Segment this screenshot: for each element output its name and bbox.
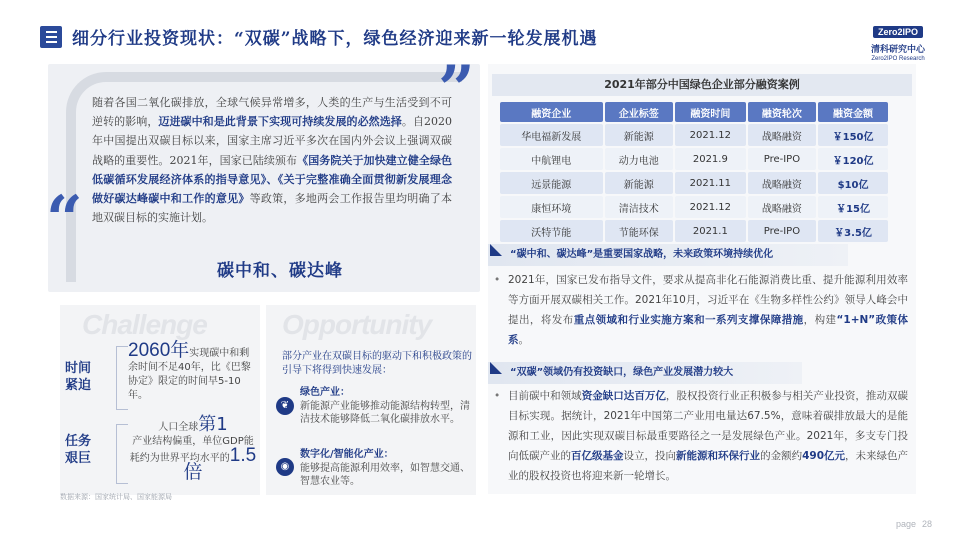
digital-industry-block: 数字化/智能化产业： 能够提高能源利用效率，如智慧交通、智慧农业等。 xyxy=(300,449,470,487)
table-row xyxy=(500,148,888,170)
intro-paragraph: 随着各国二氧化碳排放，全球气候异常增多，人类的生产与生活受到不可逆转的影响，迈进碳中和是此背景下实现可持续发展的必然选择。自2020年中国提出双碳目标以来，国家主席习近平多次在国内外会议上强调双碳战略的重要性。2021年，国家已陆续颁布《国务院关于加快建立健全绿色低碳循环发展经济体系的指导意见》、《关于完整准确全面贯彻新发展理念做好碳达峰碳中和工作的意见》等政策，多地两会工作报告里均明确了本地双碳目标的实施计划。 xyxy=(92,96,453,225)
table-cell-amount: ￥15亿 xyxy=(818,196,888,218)
table-cell-amount: $10亿 xyxy=(818,172,888,194)
chip-icon: ◉ xyxy=(276,458,294,476)
energy-multiple: 1.5倍 xyxy=(183,445,257,483)
table-header-row xyxy=(500,102,888,122)
challenge-time-text: 2060年实现碳中和剩余时间不足40年，比《巴黎协定》限定的时间早5-10年。 xyxy=(128,340,251,401)
col-header: 企业标签 xyxy=(605,102,673,122)
table-cell: 2021.12 xyxy=(675,196,746,218)
table-cell: 远景能源 xyxy=(500,172,603,194)
table-title: 2021年部分中国绿色企业部分融资案例 xyxy=(492,74,912,96)
logo-en-text: Zero2IPO Research xyxy=(871,56,925,62)
table-cell: 动力电池 xyxy=(605,148,673,170)
table-row xyxy=(500,124,888,146)
page-title: 细分行业投资现状：“双碳”战略下，绿色经济迎来新一轮发展机遇 xyxy=(72,29,598,49)
policy-names: 《国务院关于加快建立健全绿色低碳循环发展经济体系的指导意见》、《关于完整准确全面贯彻新发展理念做好碳达峰碳中和工作的意见》 xyxy=(92,153,453,206)
section-marker-icon xyxy=(490,244,502,256)
table-row xyxy=(500,220,888,242)
col-header: 融资时间 xyxy=(675,102,746,122)
table-row xyxy=(500,196,888,218)
bracket-divider xyxy=(116,424,128,484)
green-industry-block: 绿色产业： 新能源产业能够推动能源结构转型，清洁技术能够降低二氧化碳排放水平。 xyxy=(300,387,470,425)
year-2060: 2060年 xyxy=(128,340,190,361)
table-cell: 节能环保 xyxy=(605,220,673,242)
section-marker-icon xyxy=(490,362,502,374)
bracket-divider xyxy=(116,346,128,410)
logo-badge: Zero2IPO xyxy=(873,26,923,38)
challenge-label-task: 任务艰巨 xyxy=(64,434,91,466)
financing-table xyxy=(498,100,890,244)
table-cell: Pre-IPO xyxy=(748,148,816,170)
title-menu-icon xyxy=(40,26,62,48)
table-cell: 2021.9 xyxy=(675,148,746,170)
policy-paragraph: • 2021年，国家已发布指导文件，要求从提高非化石能源消费比重、提升能源利用效率等方面开展双碳相关工作。2021年10月，习近平在《生物多样性公约》领导人峰会中提出，将发布重点领域和行业实施方案和一系列支撑保障措施，构建“1+N”政策体系。 xyxy=(494,270,908,350)
quote-close-icon: ” xyxy=(438,52,475,127)
page-number: page 28 xyxy=(896,519,933,529)
challenge-label-time: 时间紧迫 xyxy=(64,361,91,393)
table-cell: 新能源 xyxy=(605,172,673,194)
table-cell-amount: ￥3.5亿 xyxy=(818,220,888,242)
table-cell: 清洁技术 xyxy=(605,196,673,218)
table-cell: 2021.11 xyxy=(675,172,746,194)
investment-section-heading: “双碳”领域仍有投资缺口，绿色产业发展潜力较大 xyxy=(488,362,802,384)
table-cell: 战略融资 xyxy=(748,196,816,218)
policy-section-heading: “碳中和、碳达峰”是重要国家战略，未来政策环境持续优化 xyxy=(488,244,848,266)
table-row xyxy=(500,172,888,194)
challenge-task-text: 人口全球第1 产业结构偏重，单位GDP能耗约为世界平均水平的1.5倍 xyxy=(129,414,257,483)
logo-cn-text: 清科研究中心 xyxy=(870,45,925,55)
data-source: 数据来源：国家统计局、国家能源局 xyxy=(60,493,172,501)
table-cell-amount: ￥120亿 xyxy=(818,148,888,170)
leaf-icon: ❦ xyxy=(276,397,294,415)
table-cell: 2021.12 xyxy=(675,124,746,146)
table-cell: 康恒环境 xyxy=(500,196,603,218)
opportunity-watermark: Opportunity xyxy=(282,309,432,340)
brand-logo xyxy=(858,20,938,66)
investment-paragraph: • 目前碳中和领域资金缺口达百万亿，股权投资行业正积极参与相关产业投资，推动双碳目标实现。据统计，2021年中国第二产业用电量达67.5%，意味着碳排放最大的是能源和工业，因此实现双碳目标最重要路径之一是发展绿色产业。2021年，多支专门投向低碳产业的百亿级基金设立，投向新能源和环保行业的金额约490亿元，未来绿色产业的股权投资也将迎来新一轮增长。 xyxy=(494,386,908,486)
table-cell: 中航锂电 xyxy=(500,148,603,170)
intro-tagline: 碳中和、碳达峰 xyxy=(217,261,343,281)
table-cell: 华电福新发展 xyxy=(500,124,603,146)
population-rank: 第1 xyxy=(198,414,228,435)
table-cell: 战略融资 xyxy=(748,124,816,146)
quote-open-icon: “ xyxy=(46,182,83,257)
table-cell: 沃特节能 xyxy=(500,220,603,242)
opportunity-intro: 部分产业在双碳目标的驱动下和积极政策的引导下将得到快速发展： xyxy=(282,351,472,376)
table-cell: 战略融资 xyxy=(748,172,816,194)
col-header: 融资金额 xyxy=(818,102,888,122)
table-cell: 新能源 xyxy=(605,124,673,146)
table-cell-amount: ￥150亿 xyxy=(818,124,888,146)
table-cell: Pre-IPO xyxy=(748,220,816,242)
col-header: 融资轮次 xyxy=(748,102,816,122)
col-header: 融资企业 xyxy=(500,102,603,122)
intro-highlight: 迈进碳中和是此背景下实现可持续发展的必然选择 xyxy=(158,115,402,129)
table-cell: 2021.1 xyxy=(675,220,746,242)
challenge-watermark: Challenge xyxy=(82,309,207,340)
